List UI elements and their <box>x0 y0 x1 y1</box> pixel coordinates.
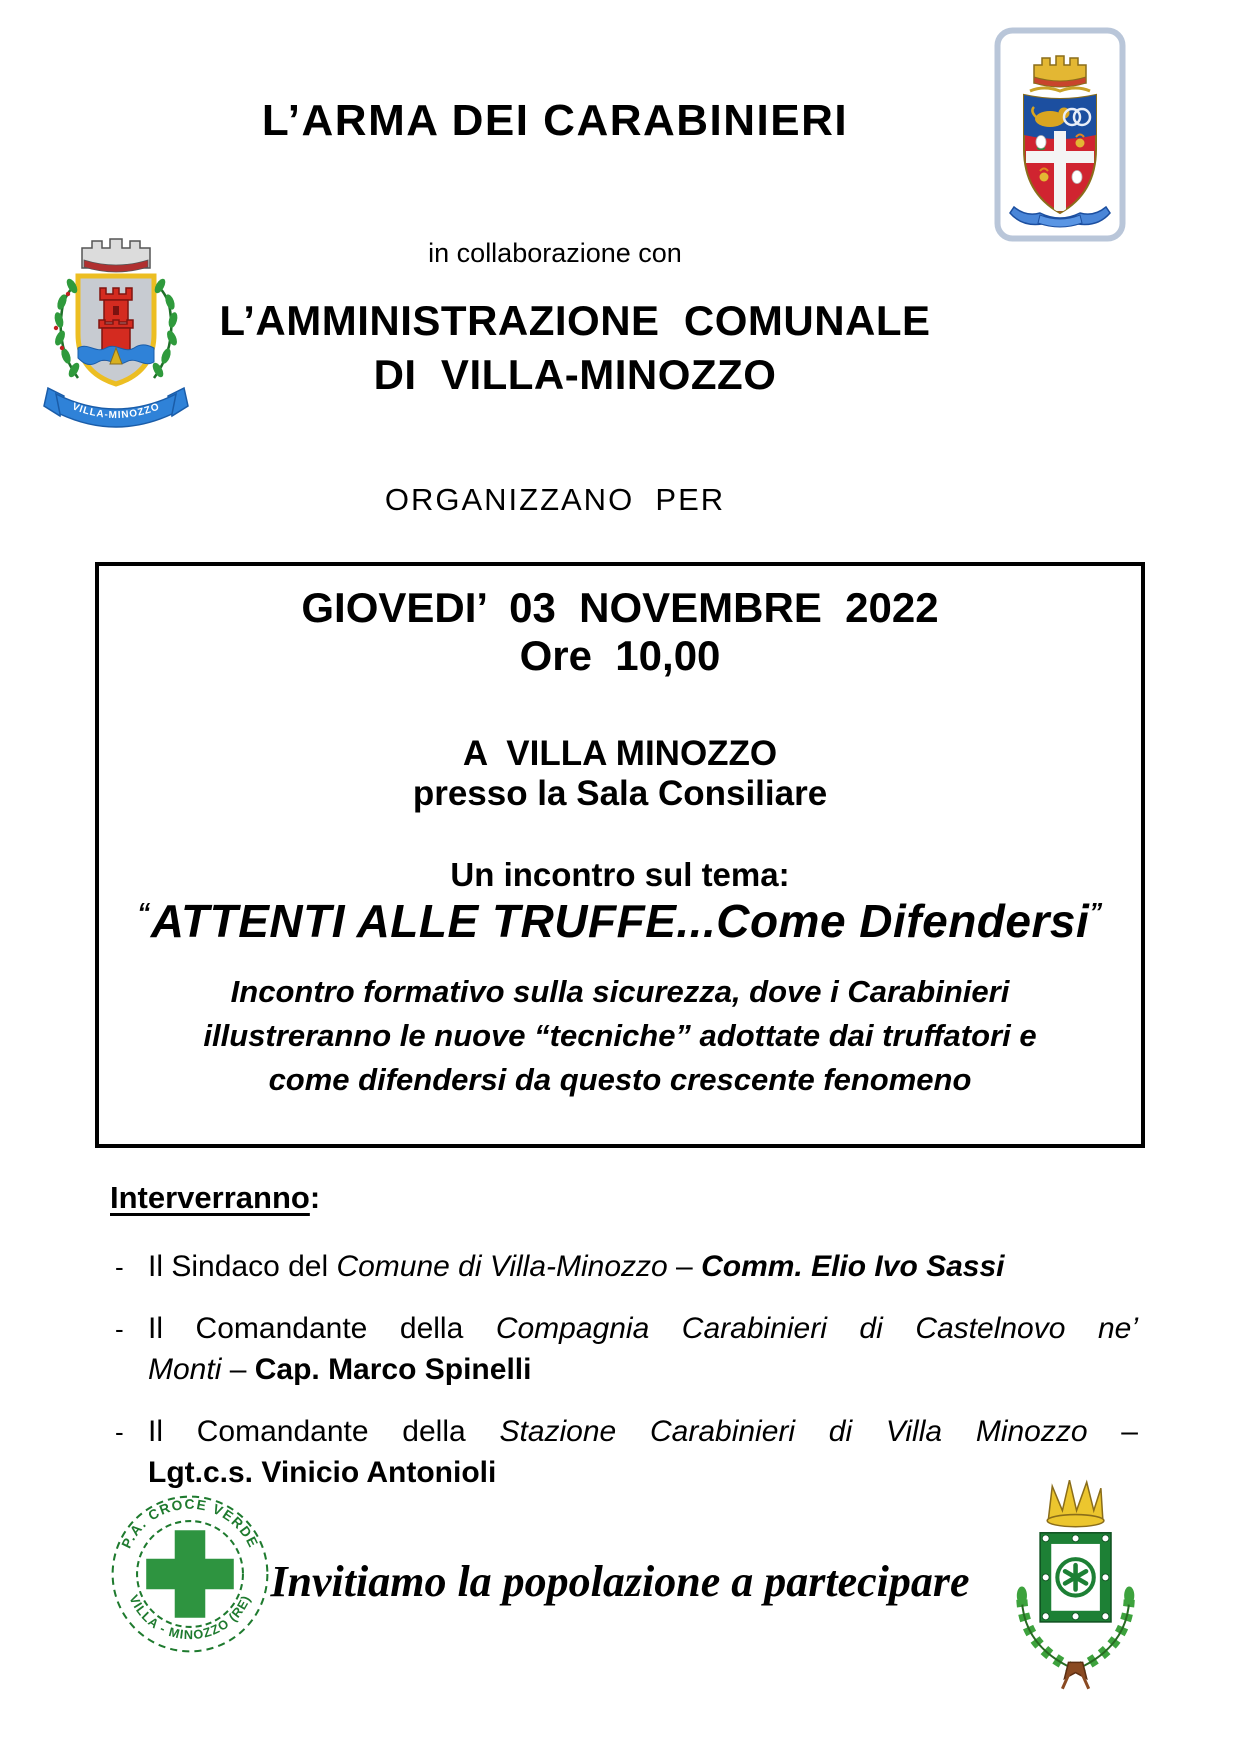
speaker2-line1 <box>148 1308 1138 1349</box>
speaker2-entity-part2: Monti <box>148 1353 222 1386</box>
speaker-item-sindaco <box>110 1246 1138 1287</box>
description-line3: come difendersi da questo crescente fenomeno <box>268 1062 972 1097</box>
speakers-heading-colon: : <box>309 1180 321 1215</box>
bullet-dash: - <box>115 1417 124 1447</box>
speaker3-separator: – <box>1087 1415 1138 1448</box>
bullet-dash: - <box>115 1314 124 1344</box>
speaker3-name: Lgt.c.s. Vinicio Antonioli <box>148 1456 497 1489</box>
invitation-line: Invitiamo la popolazione a partecipare <box>270 1557 970 1606</box>
collaboration-line: in collaborazione con <box>428 238 682 268</box>
speaker3-entity: Stazione Carabinieri di Villa Minozzo <box>499 1415 1088 1448</box>
speaker2-separator: – <box>221 1353 255 1386</box>
speaker1-prefix: Il Sindaco del <box>148 1250 337 1283</box>
speakers-heading-text: Interverranno <box>110 1180 310 1215</box>
administration-line1: L’AMMINISTRAZIONE COMUNALE <box>219 297 931 344</box>
administration-heading <box>0 294 1150 402</box>
speaker1-name: Comm. Elio Ivo Sassi <box>701 1250 1005 1283</box>
speaker2-entity-part1: Compagnia Carabinieri di Castelnovo ne’ <box>495 1312 1138 1345</box>
event-place-line1: A VILLA MINOZZO <box>462 734 778 773</box>
speaker3-line1 <box>148 1411 1138 1452</box>
theme-label: Un incontro sul tema: <box>450 856 790 893</box>
speaker3-line2 <box>148 1452 1138 1493</box>
carabinieri-crest-icon <box>994 27 1126 247</box>
speakers-section <box>110 1180 1138 1493</box>
administration-line2: DI VILLA-MINOZZO <box>373 351 777 398</box>
open-quote: “ <box>137 897 151 927</box>
event-box <box>95 562 1145 1148</box>
theme-title <box>99 894 1141 948</box>
speaker-item-compagnia <box>110 1308 1138 1390</box>
croce-verde-arc-bottom-text: VILLA - MINOZZO (RE) <box>126 1592 254 1643</box>
description-line2: illustreranno le nuove “tecniche” adottate dai truffatori e <box>203 1018 1037 1053</box>
speaker2-line2 <box>148 1349 1138 1390</box>
event-description <box>99 970 1141 1102</box>
speaker2-name: Cap. Marco Spinelli <box>254 1353 532 1386</box>
page-title: L’ARMA DEI CARABINIERI <box>261 96 849 145</box>
speakers-heading <box>110 1180 1138 1216</box>
organize-line: ORGANIZZANO PER <box>384 482 726 517</box>
event-date: GIOVEDI’ 03 NOVEMBRE 2022 <box>301 584 939 631</box>
bullet-dash: - <box>115 1252 124 1282</box>
croce-verde-arc-top-text: P.A. CROCE VERDE <box>118 1496 262 1551</box>
speaker1-separator: – <box>667 1250 702 1283</box>
close-quote: ” <box>1089 897 1103 927</box>
provincia-green-crest-icon <box>997 1470 1145 1713</box>
speaker1-entity: Comune di Villa-Minozzo <box>336 1250 668 1283</box>
speaker-item-stazione <box>110 1411 1138 1493</box>
theme-title-text: ATTENTI ALLE TRUFFE...Come Difendersi <box>150 895 1090 947</box>
description-line1: Incontro formativo sulla sicurezza, dove i Carabinieri <box>230 974 1010 1009</box>
villa-minozzo-ribbon-text: VILLA-MINOZZO <box>70 401 162 422</box>
speaker3-prefix: Il Comandante della <box>148 1415 500 1448</box>
event-time: Ore 10,00 <box>519 632 721 679</box>
event-place-line2: presso la Sala Consiliare <box>412 774 828 813</box>
speaker2-prefix: Il Comandante della <box>148 1312 496 1345</box>
